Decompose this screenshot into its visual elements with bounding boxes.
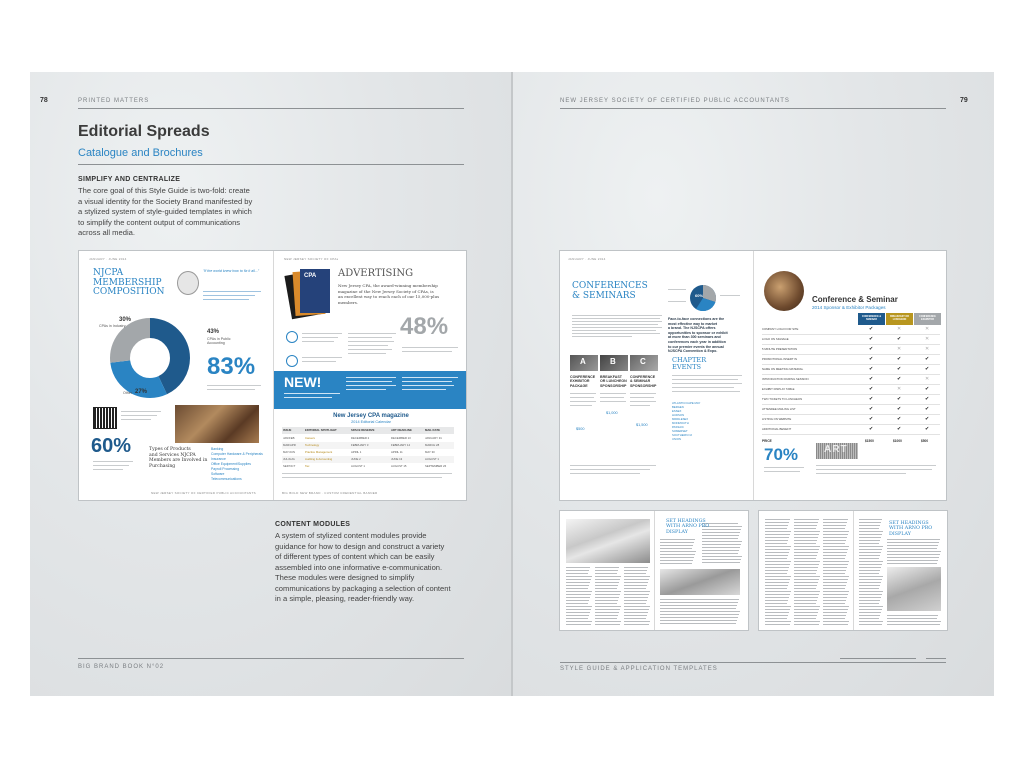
quote-line: at more than 300 seminars and [668,335,721,340]
circle-icon [286,355,298,367]
title-line: Types of Products [149,447,191,452]
intro-line: members. [338,299,359,305]
thumb-running-head: JANUARY · JUNE 2014 [89,257,127,261]
thumb-footer-left: NEW JERSEY SOCIETY OF CERTIFIED PUBLIC ACCOUNTANTS [151,491,256,495]
intro-line: an excellent way to reach each of our 15,000-plus [338,294,440,300]
page-subtitle: Catalogue and Brochures [78,147,203,159]
sky-photo [887,567,941,611]
table-cell: MAIL DATE [424,427,454,434]
left-page-number: 78 [40,97,48,104]
products-list [211,447,263,482]
donut-top-pct: 30% [119,317,132,323]
top-rule [560,108,946,109]
quote-text: "If the world knew how to fix it all..." [203,269,260,273]
table-cell: FEBRUARY 3 [350,442,390,449]
heading-line: WITH ARNO PRO [666,524,710,530]
body-line: to simplify the content output of communications [78,217,241,227]
table-cell: MARCH 28 [424,442,454,449]
conference-seminar-subtitle: 2014 Sponsor & Exhibitor Packages [812,305,886,310]
donut-left-pct: 27% [135,389,148,395]
thumb-right-page [274,251,467,500]
quote-line: a brand. The NJSCPA offers [668,326,716,331]
table-header: BREAKFAST OR LUNCHEON [886,313,913,325]
table-row-label: 5 MINUTE PRESENTATION [762,347,798,351]
table-row-label: TWO TICKETS TO LUNCHEON [762,397,803,401]
checkmark-icon: ✔ [925,396,930,402]
list-item: Payroll Processing [211,467,240,471]
checkmark-icon: ✔ [869,366,874,372]
package-title-a [570,375,595,388]
price-value: $500 [921,439,929,443]
quote-line: opportunities to sponsor or exhibit [668,330,728,335]
heading-line: DISPLAY [889,531,911,537]
package-letter: A [580,357,586,366]
pie-chart [688,283,718,313]
title-line: Purchasing [149,463,176,469]
left-running-head: PRINTED MATTERS [78,98,150,104]
checkmark-icon: ✔ [869,416,874,422]
thumb-running-head: JANUARY · JUNE 2014 [568,257,606,261]
list-item: HUDSON [672,413,685,417]
thumb-left-page [560,251,753,500]
new-label: NEW! [284,374,322,390]
body-line: The core goal of this Style Guide is two-fold: create [78,186,250,195]
table-cell: ISSUE [282,427,304,434]
body-line: A system of stylized content modules provide [275,531,427,540]
title-line: SPONSORSHIP [630,383,657,388]
x-mark-icon: ✕ [925,376,930,382]
list-item: Office Equipment/Supplies [211,462,251,466]
table-row-label: ADDITIONAL BENEFIT [762,427,792,431]
table-cell: MAR/APR [282,442,304,449]
table-cell: MAY/JUN [283,450,296,454]
sky-photo [660,569,740,595]
spread-thumbnail-membership-advertising[interactable] [78,250,467,501]
title-line: CONFERENCE [630,375,656,379]
stat-70: 70% [764,445,799,464]
advertising-intro [338,283,462,305]
bottom-rule [926,658,946,659]
table-cell: DECEMBER 13 [391,436,411,440]
table-row-label: INTRODUCTION DURING SESSION [762,377,809,381]
checkmark-icon: ✔ [869,336,874,342]
intro-line: magazine of the New Jersey Society of CPAs, is [338,288,434,294]
pie-value: 60% [695,293,704,298]
products-title [149,447,207,469]
title-line: COMPOSITION [93,287,165,297]
list-item: Telecommunications [211,477,242,481]
qr-code [93,407,117,429]
title-line: EVENTS [672,363,702,371]
table-cell: ART DEADLINE [390,427,424,434]
package-title-b [600,375,627,388]
table-header: CONFERENCE & SEMINAR [858,313,885,325]
table-cell: SEP/OCT [283,464,296,468]
title-line: CONFERENCE [570,375,596,379]
list-item: ESSEX [672,409,682,413]
cover-label: CPA [304,273,317,279]
chapter-list [672,401,700,441]
package-price-c: $1,500 [636,423,648,427]
table-row-label: LISTING ON WEBSITE [762,417,792,421]
x-mark-icon: ✕ [897,326,902,332]
table-cell: DECEMBER 2 [351,436,370,440]
checkmark-icon: ✔ [869,326,874,332]
x-mark-icon: ✕ [925,336,930,342]
checkmark-icon: ✔ [869,346,874,352]
table-row-label: NAME ON MEETING MATERIAL [762,367,804,371]
price-value: $1500 [865,439,874,443]
table-cell: JANUARY 31 [425,436,442,440]
donut-right-label: CPAs in Public Accounting [207,337,231,345]
advertising-title: ADVERTISING [338,268,414,279]
title-line: CONFERENCES [572,281,648,291]
body-line: a stylized system of style-guided templates in which [78,207,252,216]
body-line: in a simple, pleasing, reader-friendly way. [275,594,415,603]
heading-line: WITH ARNO PRO [889,526,933,532]
checkmark-icon: ✔ [897,366,902,372]
thumb-footer-right: BIG BOLD NEW BRAND · CUSTOM CREDENTIAL BANNER [282,491,378,495]
article-heading [666,519,709,535]
package-letter: B [610,357,616,366]
body-line: across all media. [78,228,135,237]
table-cell: JUNE 2 [350,456,390,463]
list-item: ATLANTIC/CAPE MAY [672,401,701,405]
body-line: a visual identity for the Society Brand manifested by [78,196,253,206]
right-footer: STYLE GUIDE & APPLICATION TEMPLATES [560,666,718,672]
table-cell: APRIL 11 [391,450,403,454]
list-item: PASSAIC [672,425,684,429]
title-line: EXHIBITOR [570,379,590,384]
conference-seminar-title: Conference & Seminar [812,295,898,304]
table-header: CONFERENCE EXHIBITOR [914,313,941,325]
table-cell: JAN/FEB [283,436,295,440]
checkmark-icon: ✔ [897,406,902,412]
heading-line: DISPLAY [666,529,688,535]
checkmark-icon: ✔ [897,426,902,432]
title-rule [78,164,464,165]
bottom-rule [840,658,916,659]
list-item: SOUTHERN NJ [672,433,692,437]
intro-line: New Jersey CPA, the award-winning membership [338,283,438,288]
title-line: and Services NJCPA [149,452,196,458]
price-label: PRICE [762,439,772,443]
table-cell: Auditing & Accounting [304,456,350,463]
checkmark-icon: ✔ [925,356,930,362]
checkmark-icon: ✔ [925,426,930,432]
body-line: communications by packaging a selection of content [275,583,451,593]
table-cell: SPACE RESERVE [350,427,390,434]
stat-60: 60% [91,435,132,457]
table-cell: EDITORIAL SPOTLIGHT [304,427,350,434]
title-line: OR LUNCHEON [600,379,627,384]
table-row-label: EXHIBIT DISPLAY TABLE [762,387,795,391]
checkmark-icon: ✔ [897,376,902,382]
table-row-label: ATTENDEE MAILING LIST [762,407,796,411]
checkmark-icon: ✔ [897,336,902,342]
list-item: Computer Hardware & Peripherals [211,452,263,456]
table-row-label: COMPANY LOGO FOR SITE [762,327,799,331]
x-mark-icon: ✕ [897,386,902,392]
membership-title [93,269,164,298]
list-item: BERGEN [672,405,684,409]
quote-line: NJSCPA Convention & Expo. [668,349,718,354]
list-item: MONMOUTH [672,421,689,425]
table-cell: AUGUST 1 [424,456,454,463]
magazine-covers [288,269,332,323]
list-item: UNION [672,437,682,441]
spread-thumbnail-conferences[interactable] [559,250,947,501]
table-cell: Tax [305,464,310,468]
section-body-modules [275,531,505,605]
checkmark-icon: ✔ [869,426,874,432]
x-mark-icon: ✕ [925,346,930,352]
donut-top-label: CPAs in Industry [99,324,126,328]
table-cell: JUNE 13 [390,456,424,463]
donut-left-label: Other [123,391,132,395]
checkmark-icon: ✔ [925,386,930,392]
spread-thumbnail-article-1[interactable] [559,510,749,631]
heading-line: SET HEADINGS [666,519,706,524]
stat-48: 48% [400,313,449,340]
title-line: BREAKFAST [600,375,622,379]
title-line: Members are Involved in [149,458,208,464]
thumb-left-page [79,251,273,500]
table-cell: MAY 30 [425,450,435,454]
package-title-c [630,375,656,388]
price-value: $1000 [893,439,902,443]
donut-right-pct: 43% [207,329,220,335]
checkmark-icon: ✔ [869,356,874,362]
list-item: Software [211,472,225,476]
quote-line: Face-to-face connections are the [668,317,725,321]
section-heading-simplify: SIMPLIFY AND CENTRALIZE [78,176,181,183]
magazine-subtitle: 2014 Editorial Calendar [351,420,391,424]
checkmark-icon: ✔ [869,406,874,412]
checkmark-icon: ✔ [897,416,902,422]
section-heading-modules: CONTENT MODULES [275,521,351,528]
stat-83: 83% [207,353,256,380]
checkmark-icon: ✔ [925,406,930,412]
body-line: assembled into one informative e-communication. [275,562,443,572]
checkmark-icon: ✔ [869,396,874,402]
checkmark-icon: ✔ [925,366,930,372]
x-mark-icon: ✕ [925,326,930,332]
top-rule [78,108,464,109]
checkmark-icon: ✔ [925,416,930,422]
portrait-sketch [177,271,199,295]
crowd-photo [175,405,259,443]
article-heading [889,521,932,537]
checkmark-icon: ✔ [897,396,902,402]
table-cell: APRIL 1 [351,450,362,454]
chapter-events-title [672,357,706,371]
right-running-head: NEW JERSEY SOCIETY OF CERTIFIED PUBLIC ACCOUNTANTS [560,98,790,104]
table-cell: Careers [305,436,315,440]
table-cell: AUGUST 15 [391,464,407,468]
table-cell: Technology [304,442,350,449]
table-cell: SEPTEMBER 26 [425,464,447,468]
title-line: MEMBERSHIP [93,277,162,288]
book-spread [30,72,994,696]
spread-thumbnail-article-2[interactable] [758,510,948,631]
list-item: Banking [211,447,224,451]
checkmark-icon: ✔ [897,356,902,362]
body-line: guidance for how to design and construct a variety [275,541,445,551]
left-page [30,72,511,696]
table-row-label: PROMOTIONAL INSERT IN [762,357,798,361]
art-label: ART [824,444,848,455]
page-title: Editorial Spreads [78,123,210,140]
body-line: of different types of content which can be easily [275,552,435,561]
bottom-rule [78,658,464,659]
right-page [513,72,994,696]
list-item: MIDDLESEX [672,417,689,421]
quote-line: conferences each year in addition [668,339,726,344]
section-body-simplify [78,186,318,239]
quote-line: most effective way to market [668,321,718,326]
conferences-title [572,281,648,301]
thumb-running-head: NEW JERSEY SOCIETY OF CPAs [284,257,339,261]
table-row-label: LOGO ON SIGNAGE [762,337,789,341]
body-line: These modules were designed to simplify [275,573,415,582]
checkmark-icon: ✔ [869,376,874,382]
list-item: SOMERSET [672,429,688,433]
sky-photo [566,519,650,563]
title-line: & SEMINAR [630,379,651,384]
list-item: Insurance [211,457,226,461]
title-line: SPONSORSHIP [600,383,627,388]
title-line: CHAPTER [672,356,707,364]
package-letter: C [640,357,646,366]
package-price-a: $500 [576,427,585,431]
table-cell: Practice Management [305,450,333,454]
package-price-b: $1,000 [606,411,618,415]
circle-icon [286,331,298,343]
crowd-circle-photo [764,271,804,311]
title-line: NJCPA [93,268,124,278]
checkmark-icon: ✔ [869,386,874,392]
table-cell: JUL/AUG [282,456,304,463]
title-line: PACKAGE [570,383,588,388]
quote-line: to our premier events the annual [668,344,724,349]
heading-line: SET HEADINGS [889,521,929,526]
magazine-title: New Jersey CPA magazine [333,413,409,419]
pull-quote [668,317,748,354]
title-line: & SEMINARS [572,291,636,301]
x-mark-icon: ✕ [897,346,902,352]
bottom-rule [560,662,946,663]
left-footer: BIG BRAND BOOK N°02 [78,664,165,670]
thumb-right-page [754,251,947,500]
table-cell: FEBRUARY 14 [390,442,424,449]
table-cell: AUGUST 1 [351,464,365,468]
right-page-number: 79 [960,97,968,104]
